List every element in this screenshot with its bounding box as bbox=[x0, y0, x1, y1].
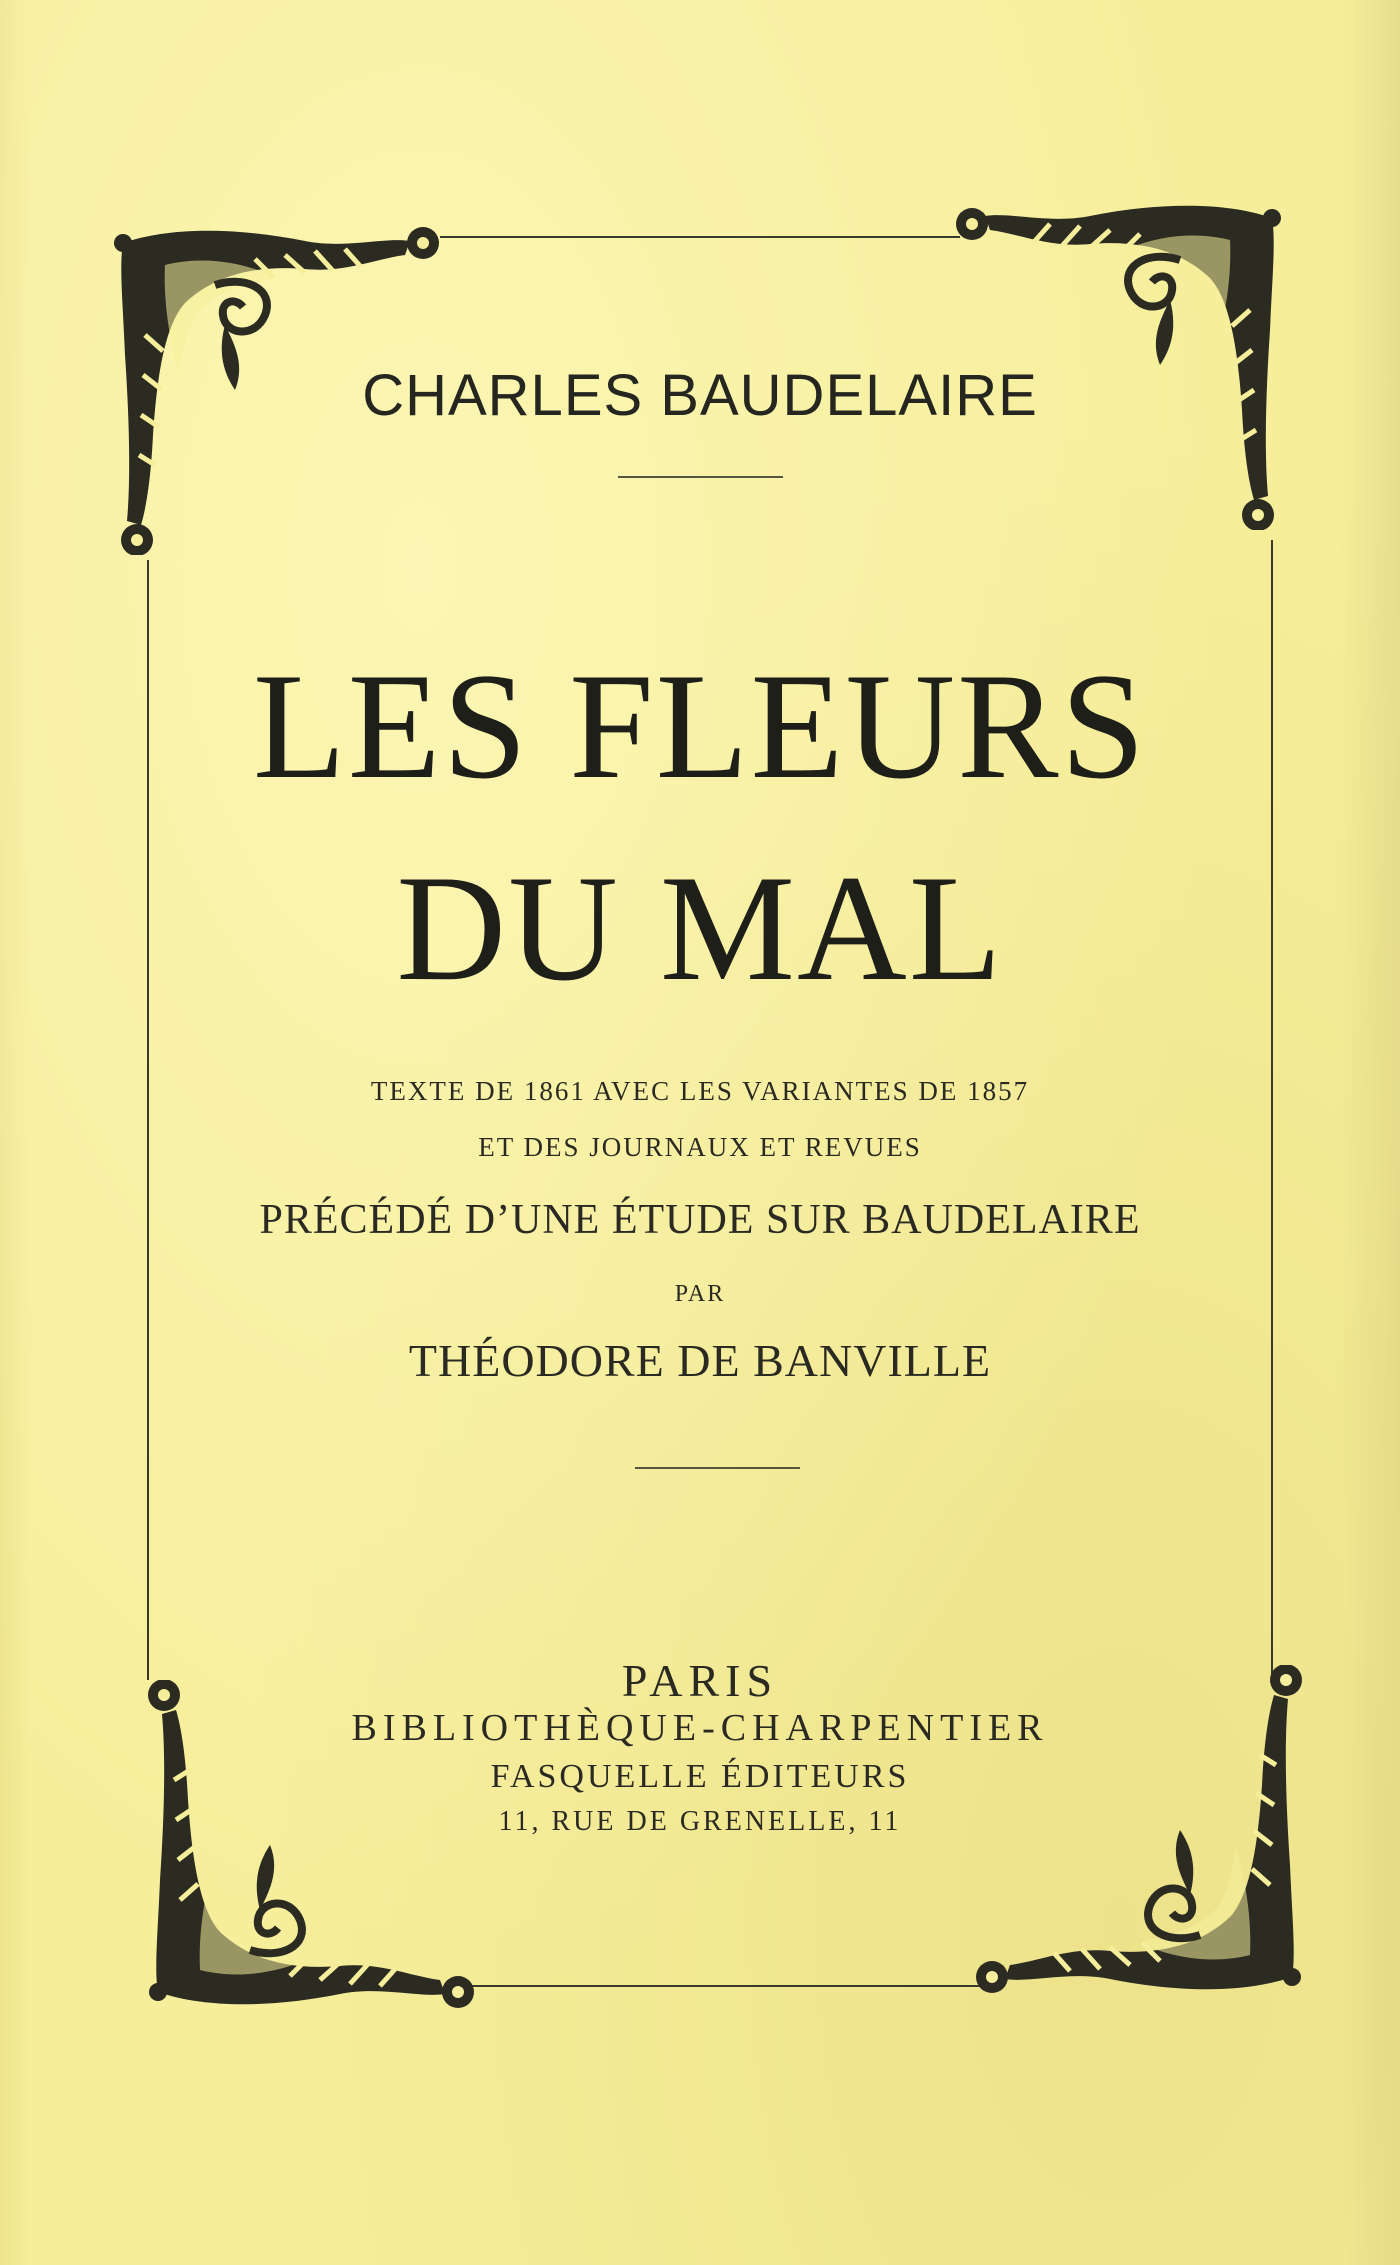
title-line-2: DU MAL bbox=[396, 844, 1004, 1012]
by-label: PAR bbox=[674, 1281, 726, 1307]
preface-line: PRÉCÉDÉ D’UNE ÉTUDE SUR BAUDELAIRE bbox=[259, 1197, 1141, 1243]
title-line-1: LES FLEURS bbox=[252, 642, 1148, 810]
preface-author: THÉODORE DE BANVILLE bbox=[408, 1335, 992, 1386]
frame-top-line bbox=[440, 236, 960, 238]
acanthus-corner-icon bbox=[950, 190, 1290, 530]
frame-bottom-line bbox=[460, 1985, 980, 1987]
imprint-city: PARIS bbox=[621, 1655, 779, 1706]
imprint-publisher-line-2: FASQUELLE ÉDITEURS bbox=[490, 1758, 910, 1795]
author-name: CHARLES BAUDELAIRE bbox=[362, 363, 1038, 428]
divider-rule-middle bbox=[635, 1467, 800, 1469]
imprint-address: 11, RUE DE GRENELLE, 11 bbox=[498, 1806, 902, 1837]
corner-ornament-top-right bbox=[950, 190, 1290, 530]
divider-rule-top bbox=[618, 476, 783, 478]
edition-note-line-1: TEXTE DE 1861 AVEC LES VARIANTES DE 1857 bbox=[370, 1076, 1030, 1106]
imprint-publisher-line-1: BIBLIOTHÈQUE-CHARPENTIER bbox=[351, 1707, 1049, 1749]
edition-note-line-2: ET DES JOURNAUX ET REVUES bbox=[478, 1132, 922, 1162]
